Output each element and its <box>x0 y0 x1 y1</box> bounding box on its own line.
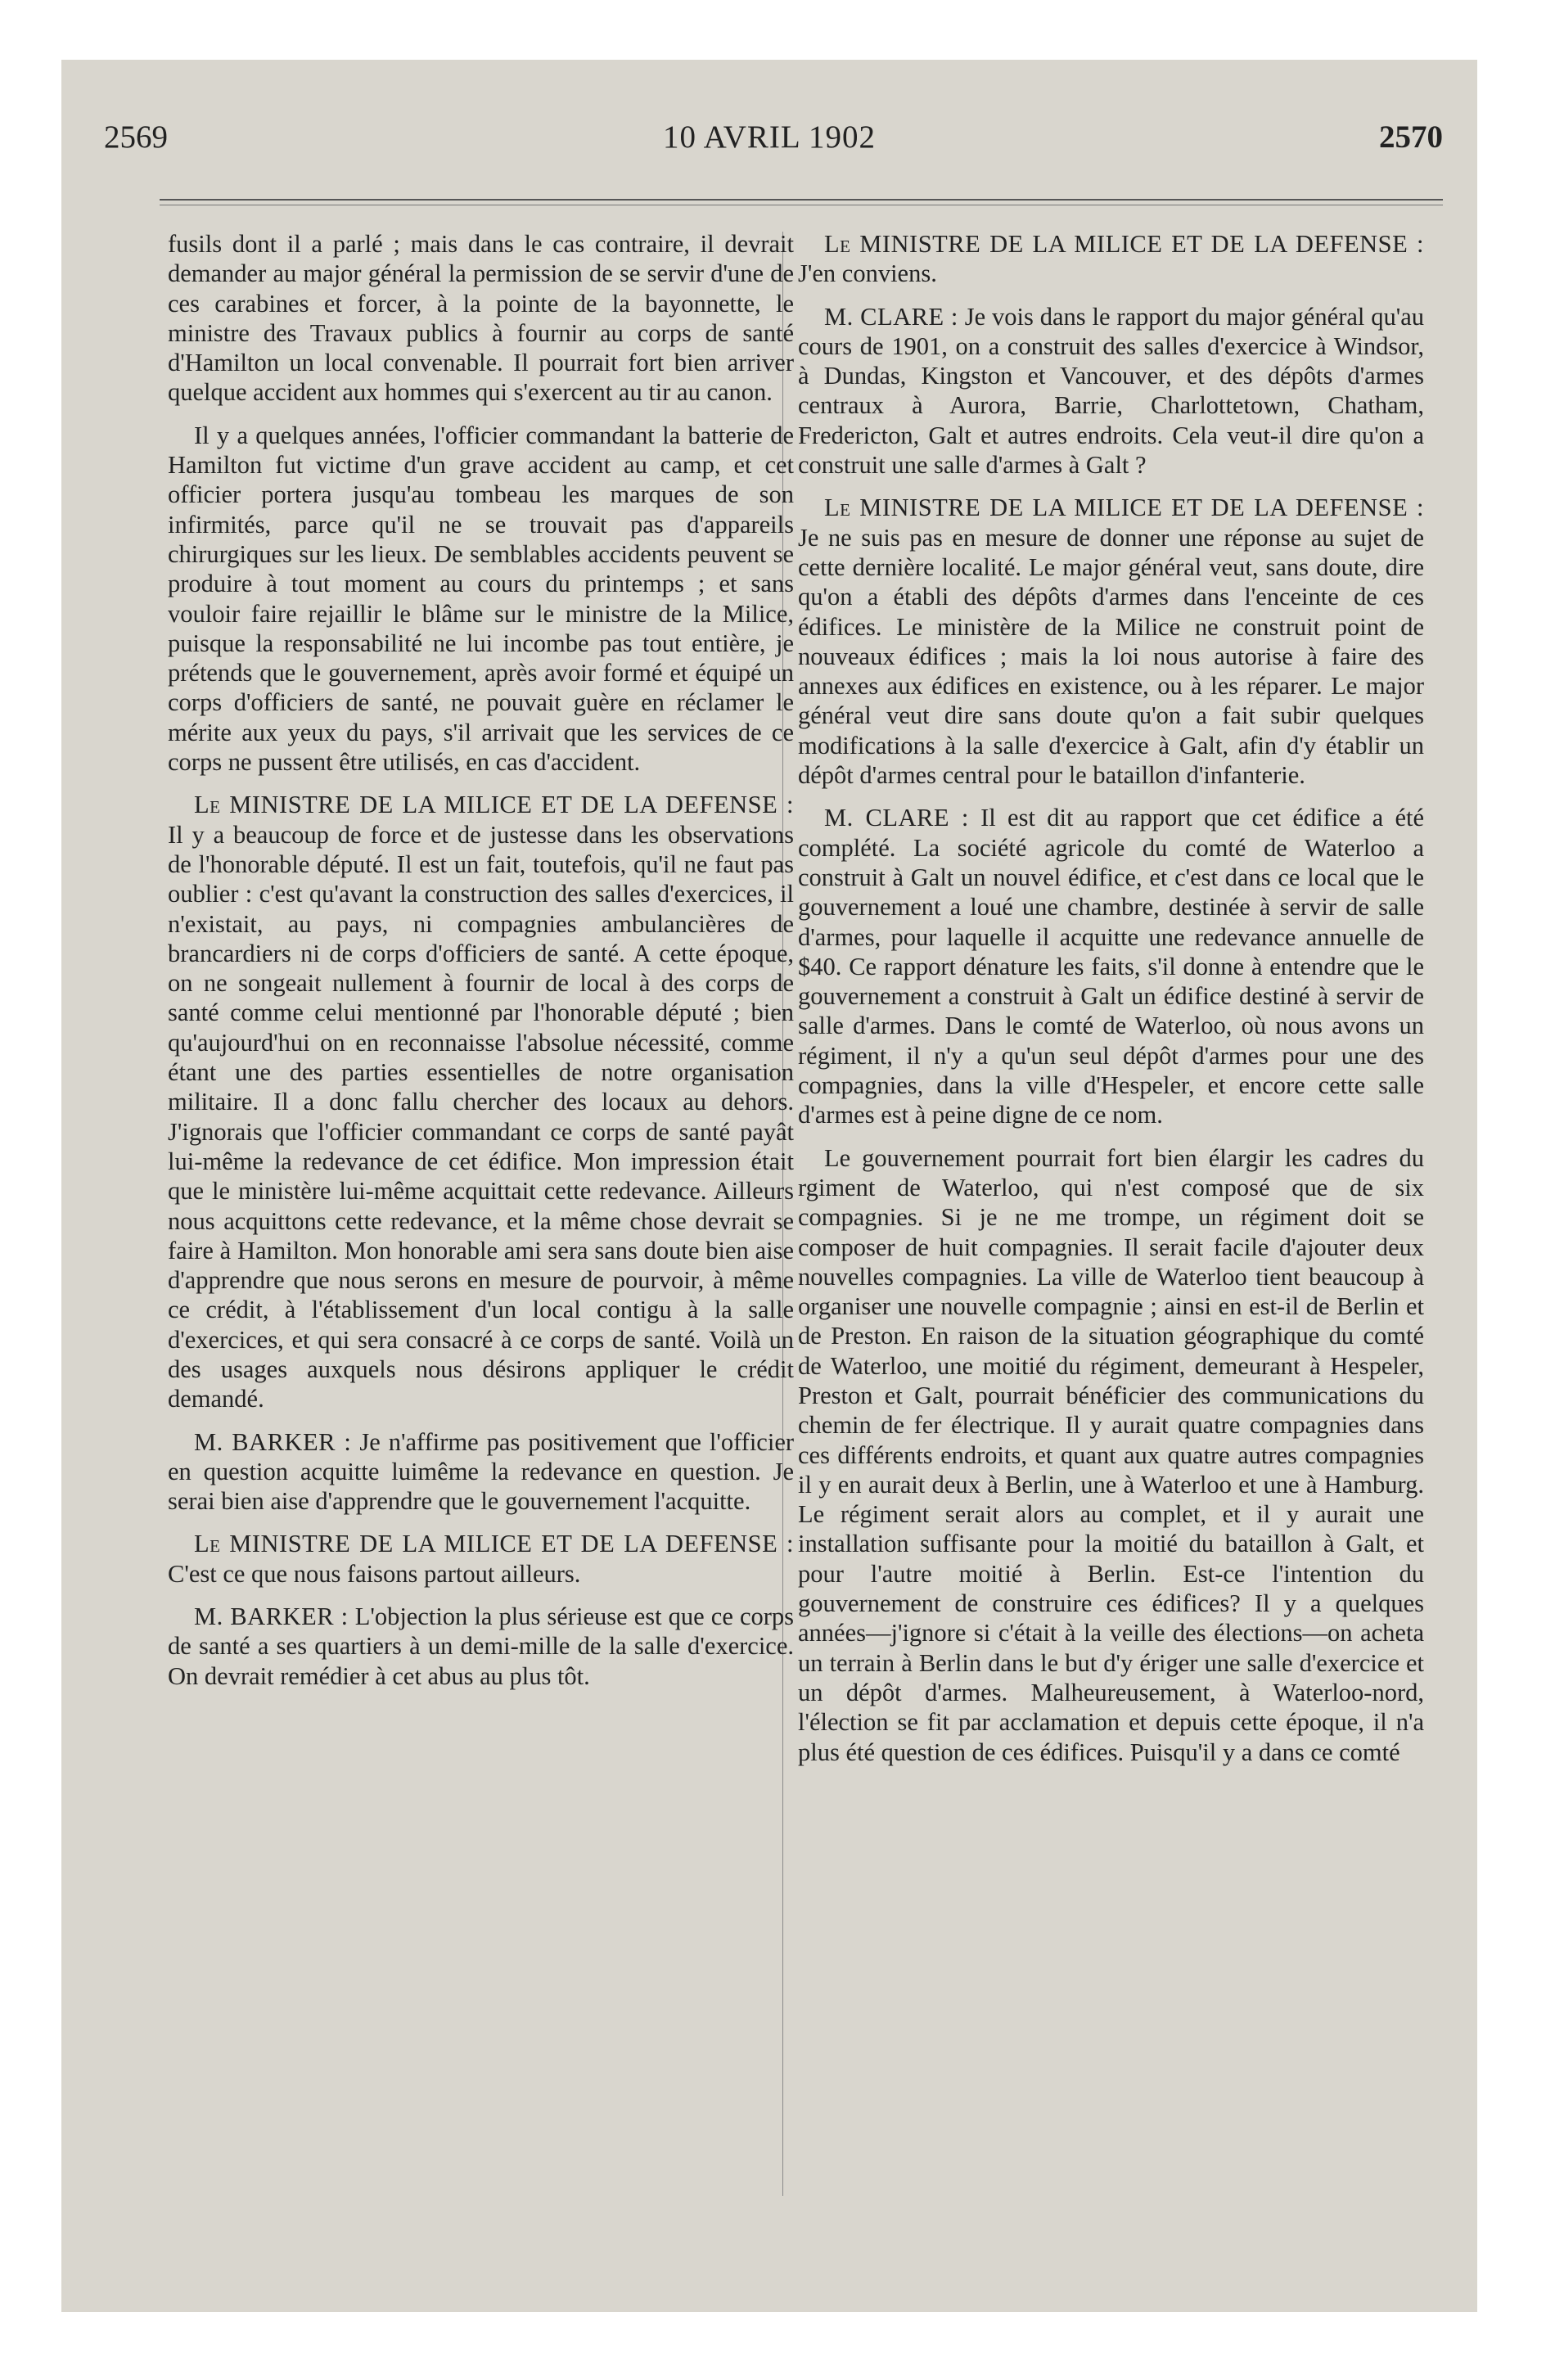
paragraph-text: C'est ce que nous faisons partout ailleurs. <box>168 1559 581 1588</box>
speaker-name: Le MINISTRE DE LA MILICE ET DE LA DEFENSE : <box>824 230 1424 258</box>
right-column <box>798 229 1424 1780</box>
paragraph-text: Il y a quelques années, l'officier commandant la batterie de Hamilton fut victime d'un grave accident au camp, et cet officier portera jusqu'au tombeau les marques de son infirmités, parce qu'il ne se trouvait pas d'appareils chirurgiques sur les lieux. De semblables accidents peuvent se produire à tout moment au cours du printemps ; et sans vouloir faire rejaillir le blâme sur le ministre de la Milice, puisque la responsabilité ne lui incombe pas tout entière, je prétends que le gouvernement, après avoir formé et équipé un corps d'officiers de santé, ne pouvait guère en réclamer le mérite aux yeux du pays, s'il arrivait que les services de ce corps ne pussent être utilisés, en cas d'accident. <box>168 421 794 777</box>
paragraph <box>798 803 1424 1129</box>
paragraph <box>168 1602 794 1691</box>
paragraph <box>798 302 1424 480</box>
paragraph <box>168 1427 794 1517</box>
speaker-name: M. CLARE : <box>824 804 969 832</box>
speaker-name: Le MINISTRE DE LA MILICE ET DE LA DEFENSE : <box>194 791 794 819</box>
header-rule <box>160 199 1443 201</box>
page-number-left: 2569 <box>104 119 168 155</box>
paragraph-text: Je n'affirme pas positivement que l'officier en question acquitte luimême la redevance en question. Je serai bien aise d'apprendre que le gouvernement l'acquitte. <box>168 1427 795 1516</box>
paragraph-text: L'objection la plus sérieuse est que ce corps de santé a ses quartiers à un demi-mille de la salle d'exercice. On devrait remédier à cet abus au plus tôt. <box>168 1602 795 1690</box>
page <box>61 60 1477 2312</box>
paragraph <box>168 1529 794 1589</box>
speaker-name: M. BARKER : <box>194 1602 349 1631</box>
paragraph-text: Le gouvernement pourrait fort bien élargir les cadres du rgiment de Waterloo, qui n'est composé que de six compagnies. Si je ne me trompe, un régiment doit se composer de huit compagnies. Il serait facile d'ajouter deux nouvelles compagnies. La ville de Waterloo tient beaucoup à organiser une nouvelle compagnie ; ainsi en est-il de Berlin et de Preston. En raison de la situation géographique du comté de Waterloo, une moitié du régiment, demeurant à Hespeler, Preston et Galt, pourrait bénéficier des communications du chemin de fer électrique. Il y aurait quatre compagnies dans ces différents endroits, et quant aux quatre autres compagnies il y en aurait deux à Berlin, une à Waterloo et une à Hamburg. Le régiment serait alors au complet, et il y aurait une installation suffisante pour la moitié du bataillon à Galt, et pour l'autre moitié à Berlin. Est-ce l'intention du gouvernement de construire ces édifices? Il y a quelques années—j'ignore si c'était à la veille des élections—on acheta un terrain à Berlin dans le but d'y ériger une salle d'exercice et un dépôt d'armes. Malheureusement, à Waterloo-nord, l'élection se fit par acclamation et depuis cette époque, il n'a plus été question de ces édifices. Puisqu'il y a dans ce comté <box>798 1143 1424 1766</box>
paragraph <box>168 229 794 408</box>
paragraph-text: Il est dit au rapport que cet édifice a été complété. La société agricole du comté de Waterloo a construit à Galt un nouvel édifice, et c'est dans ce local que le gouvernement a loué une chambre, destinée à servir de salle d'armes, pour laquelle il acquitte une redevance annuelle de $40. Ce rapport dénature les faits, s'il donne à entendre que le gouvernement a construit à Galt un édifice destiné à servir de salle d'armes. Dans le comté de Waterloo, où nous avons un régiment, il n'y a qu'un seul dépôt d'armes pour une des compagnies, dans la ville d'Hespeler, et encore cette salle d'armes est à peine digne de ce nom. <box>798 804 1425 1129</box>
paragraph <box>168 421 794 778</box>
paragraph-text: J'en conviens. <box>798 259 937 288</box>
page-number-right: 2570 <box>1379 119 1443 155</box>
paragraph <box>798 229 1424 289</box>
speaker-name: Le MINISTRE DE LA MILICE ET DE LA DEFENSE : <box>824 494 1424 522</box>
paragraph <box>798 493 1424 790</box>
paragraph-text: Je ne suis pas en mesure de donner une réponse au sujet de cette dernière localité. Le major général veut, sans doute, dire qu'on a établi des dépôts d'armes dans l'enceinte de ces édifices. Le ministère de la Milice ne construit point de nouveaux édifices ; mais la loi nous autorise à faire des annexes aux édifices en existence, ou à les réparer. Le major général veut dire sans doute qu'on a fait subir quelques modifications à la salle d'exercice à Galt, afin d'y établir un dépôt d'armes central pour le bataillon d'infanterie. <box>798 523 1424 790</box>
page-date: 10 AVRIL 1902 <box>662 119 877 155</box>
paragraph <box>798 1143 1424 1767</box>
paragraph-text: fusils dont il a parlé ; mais dans le cas contraire, il devrait demander au major général la permission de se servir d'une de ces carabines et forcer, à la pointe de la bayonnette, le ministre des Travaux publics à fournir au corps de santé d'Hamilton un local convenable. Il pourrait fort bien arriver quelque accident aux hommes qui s'exercent au tir au canon. <box>168 230 794 407</box>
paragraph <box>168 790 794 1413</box>
speaker-name: M. CLARE : <box>824 302 958 331</box>
left-column <box>168 229 794 1704</box>
paragraph-text: Il y a beaucoup de force et de justesse dans les observations de l'honorable député. Il est un fait, toutefois, qu'il ne faut pas oublier : c'est qu'avant la construction des salles d'exercices, il n'existait, au pays, ni compagnies ambulancières de brancardiers ni de corps d'officiers de santé. A cette époque, on ne songeait nullement à fournir de local à des corps de santé comme celui mentionné par l'honorable député ; bien qu'aujourd'hui on en reconnaisse l'absolue nécessité, comme étant une des parties essentielles de notre organisation militaire. Il a donc fallu chercher des locaux au dehors. J'ignorais que l'officier commandant ce corps de santé payât lui-même la redevance de cet édifice. Mon impression était que le ministère lui-même acquittait cette redevance. Ailleurs nous acquittons cette redevance, et la même chose devrait se faire à Hamilton. Mon honorable ami sera sans doute bien aise d'apprendre que nous serons en mesure de pourvoir, à même ce crédit, à l'établissement d'un local contigu à la salle d'exercices, et qui sera consacré à ce corps de santé. Voilà un des usages auxquels nous désirons appliquer le crédit demandé. <box>168 820 794 1413</box>
speaker-name: Le MINISTRE DE LA MILICE ET DE LA DEFENSE : <box>194 1530 794 1558</box>
page-header <box>61 119 1477 168</box>
paragraph-text: Je vois dans le rapport du major général qu'au cours de 1901, on a construit des salles d'exercice à Windsor, à Dundas, Kingston et Vancouver, et des dépôts d'armes centraux à Aurora, Barrie, Charlottetown, Chatham, Fredericton, Galt et autres endroits. Cela veut-il dire qu'on a construit une salle d'armes à Galt ? <box>798 302 1424 480</box>
speaker-name: M. BARKER : <box>194 1427 352 1456</box>
